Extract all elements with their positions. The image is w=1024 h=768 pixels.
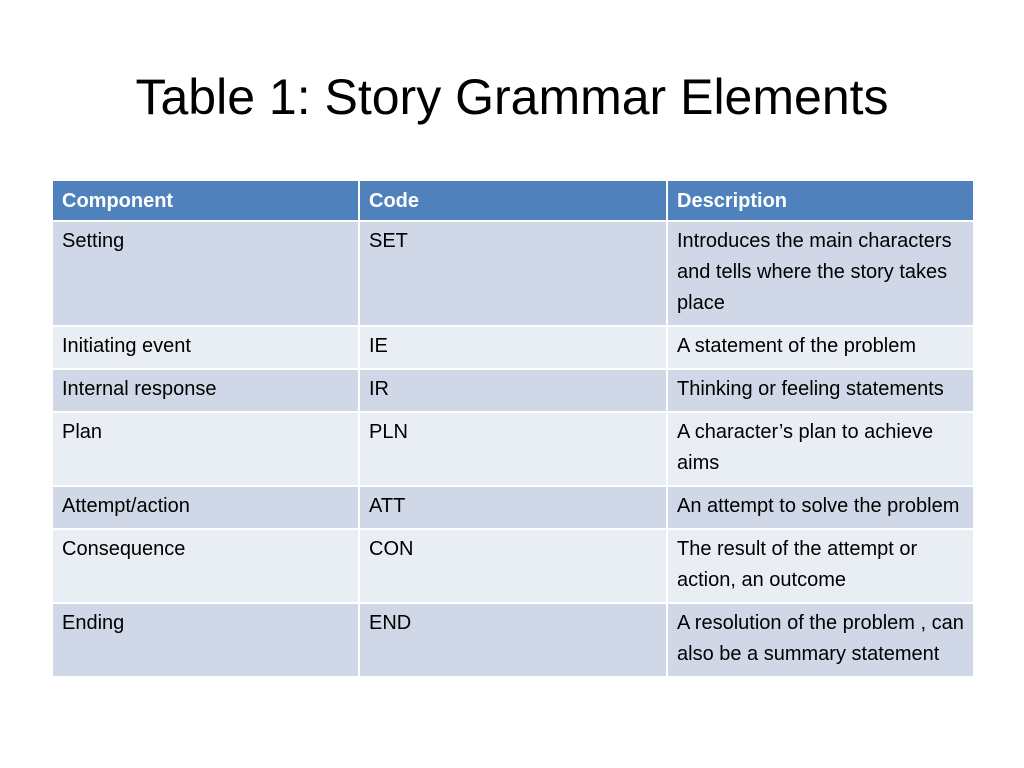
- component-cell: Setting: [52, 221, 359, 326]
- code-cell: IE: [359, 326, 667, 369]
- table-row: [52, 529, 974, 603]
- code-cell: END: [359, 603, 667, 677]
- table-row: [52, 486, 974, 529]
- description-cell: A statement of the problem: [667, 326, 974, 369]
- slide-title: Table 1: Story Grammar Elements: [135, 69, 889, 125]
- component-cell: Ending: [52, 603, 359, 677]
- description-cell: Introduces the main characters and tells where the story takes place: [667, 221, 974, 326]
- column-header-component: Component: [52, 180, 359, 221]
- code-cell: CON: [359, 529, 667, 603]
- story-grammar-table: [51, 179, 975, 678]
- table-row: [52, 221, 974, 326]
- component-cell: Attempt/action: [52, 486, 359, 529]
- column-header-code: Code: [359, 180, 667, 221]
- code-cell: IR: [359, 369, 667, 412]
- table-row: [52, 603, 974, 677]
- component-cell: Internal response: [52, 369, 359, 412]
- component-cell: Initiating event: [52, 326, 359, 369]
- component-cell: Plan: [52, 412, 359, 486]
- code-cell: ATT: [359, 486, 667, 529]
- table-row: [52, 369, 974, 412]
- description-cell: An attempt to solve the problem: [667, 486, 974, 529]
- component-cell: Consequence: [52, 529, 359, 603]
- code-cell: SET: [359, 221, 667, 326]
- table-header-row: [52, 180, 974, 221]
- description-cell: Thinking or feeling statements: [667, 369, 974, 412]
- description-cell: A character’s plan to achieve aims: [667, 412, 974, 486]
- code-cell: PLN: [359, 412, 667, 486]
- table-row: [52, 412, 974, 486]
- table-row: [52, 326, 974, 369]
- description-cell: A resolution of the problem , can also be a summary statement: [667, 603, 974, 677]
- description-cell: The result of the attempt or action, an outcome: [667, 529, 974, 603]
- column-header-description: Description: [667, 180, 974, 221]
